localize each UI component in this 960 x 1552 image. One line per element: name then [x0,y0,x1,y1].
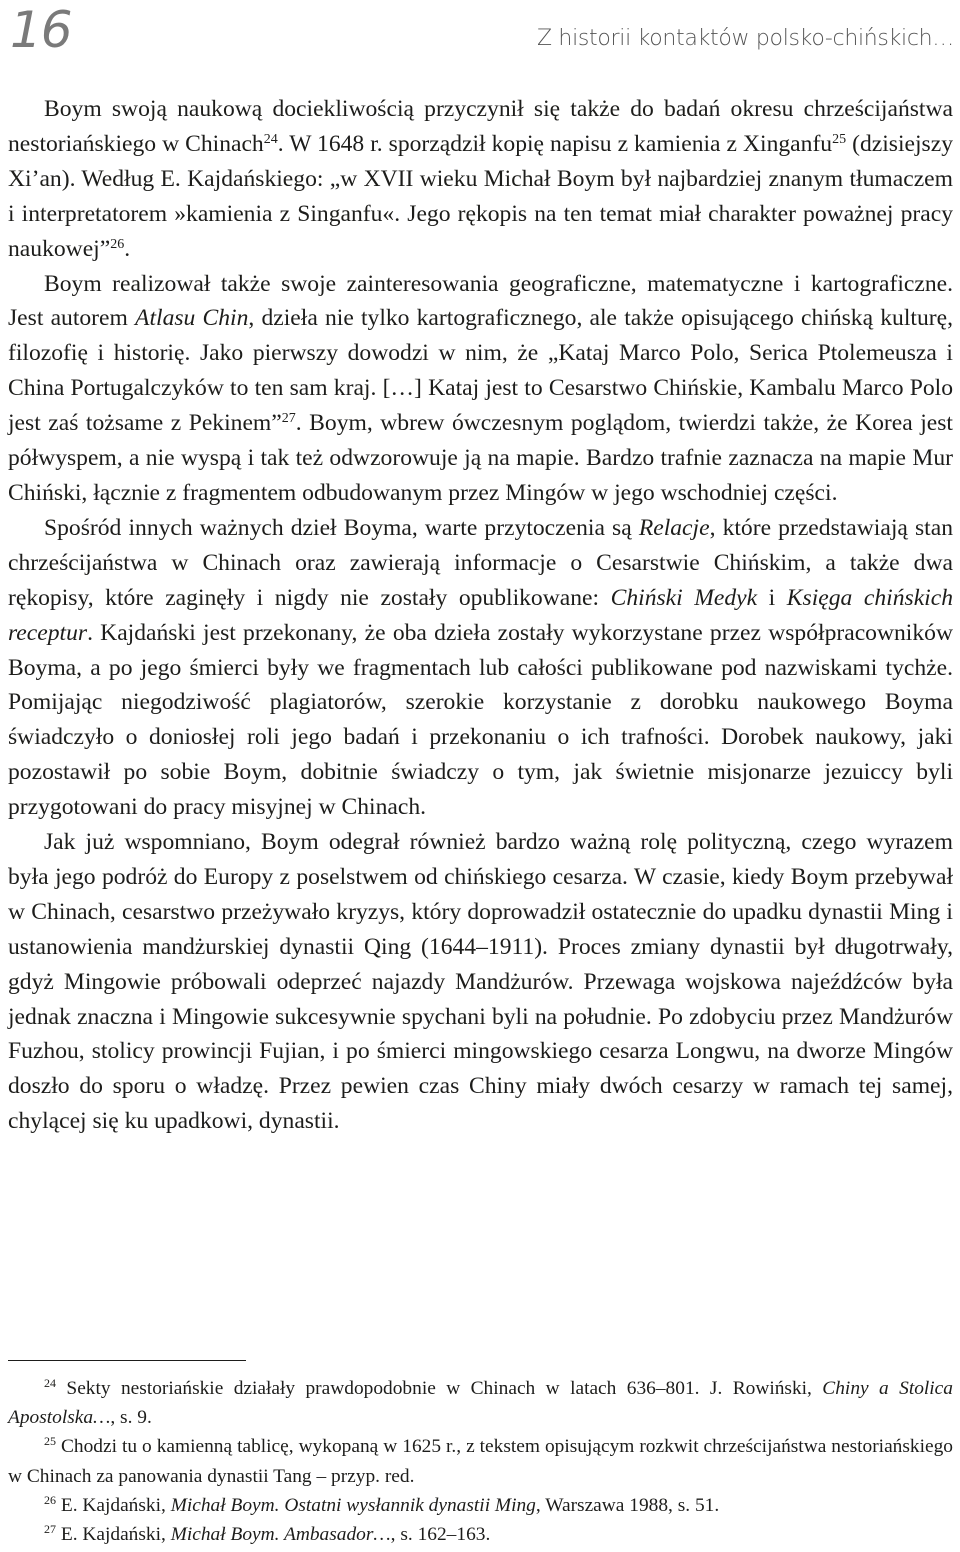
footnote [8,1491,953,1520]
footnote [8,1432,953,1490]
text-run: , Warszawa 1988, s. 51. [535,1494,720,1516]
text-run: Boym realizował także swoje zainteresowania geograficzne, matematyczne i kartograficzne. Jest autorem [8,270,953,332]
footnote-marker: 27 [44,1522,56,1537]
paragraph [8,267,953,511]
italic-title: Michał Boym. Ambasador… [170,1524,391,1546]
text-run: . Boym, wbrew ówczesnym poglądom, twierdzi także, że Korea jest półwyspem, a nie wyspą i tak też odwzorowuje ją na mapie. Bardzo trafnie zaznacza na mapie Mur Chiński, łącznie z fragmentem odbudowanym przez Mingów w jego wschodniej części. [8,410,953,506]
italic-title: Księga chińskich receptur [8,584,953,646]
paragraph [8,825,953,1139]
italic-title: Relacje [638,514,710,541]
body-text [8,92,953,1139]
footnote-divider [8,1360,246,1361]
text-run: Boym swoją naukową dociekliwością przyczynił się także do badań okresu chrześcijaństwa nestoriańskiego w Chinach [8,96,953,157]
footnotes [8,1374,953,1549]
text-run: i [757,584,787,611]
text-run: (dzisiejszy Xi’an). Według E. Kajdańskiego: „w XVII wieku Michał Boym był najbardziej znanym tłumaczem i interpretatorem »kamienia z Singanfu«. Jego rękopis na ten temat miał charakter poważnej pracy naukowej” [8,130,953,262]
footnote [8,1374,953,1432]
italic-title: Chiny a Stolica Apostolska… [8,1378,953,1429]
text-run: , s. 9. [110,1407,152,1429]
text-run: , s. 162–163. [390,1524,491,1546]
footnote-marker: 27 [281,411,296,427]
footnote [8,1520,953,1549]
running-head: Z historii kontaktów polsko-chińskich… [536,26,954,51]
text-run: , dzieła nie tylko kartograficznego, ale także opisującego chińską kulturę, filozofię i historię. Jako pierwszy dowodzi w nim, że „Kataj Marco Polo, Serica Ptolemeusza i China Portugalczyków to ten sam kraj. […] Kataj jest to Cesarstwo Chińskie, Kambalu Marco Polo jest zaś tożsame z Pekinem” [8,305,953,437]
footnote-marker: 26 [110,236,125,252]
footnote-marker: 24 [263,131,278,147]
text-run: . W 1648 r. sporządził kopię napisu z kamienia z Xinganfu [277,130,833,157]
text-run: Jak już wspomniano, Boym odegrał również bardzo ważną rolę polityczną, czego wyrazem była jego podróż do Europy z poselstwem od chińskiego cesarza. W czasie, kiedy Boym przebywał w Chinach, cesarstwo przeżywało kryzys, który doprowadził ostatecznie do upadku dynastii Ming i ustanowienia mandżurskiej dynastii Qing (1644–1911). Proces zmiany dynastii był długotrwały, gdyż Mingowie próbowali odeprzeć najazdy Mandżurów. Przewaga wojskowa najeźdźców była jednak znaczna i Mingowie sukcesywnie spychani byli na południe. Po zdobyciu przez Mandżurów Fuzhou, stolicy prowincji Fujian, i po śmierci mingowskiego cesarza Longwu, na dworze Mingów doszło do sporu o władzę. Przez pewien czas Chiny miały dwóch cesarzy w ramach tej samej, chylącej się ku upadkowi, dynastii. [8,829,953,1135]
text-run: E. Kajdański, [56,1494,171,1516]
text-run: Spośród innych ważnych dzieł Boyma, warte przytoczenia są [44,514,639,541]
italic-title: Chiński Medyk [610,584,758,611]
footnote-marker: 25 [832,131,847,147]
text-run: E. Kajdański, [56,1524,171,1546]
text-run: . Kajdański jest przekonany, że oba dzieła zostały wykorzystane przez współpracowników Boyma, a po jego śmierci były we fragmentach lub całości publikowane pod nazwiskami tychże. Pomijając niegodziwość plagiatorów, szerokie korzystanie z dorobku naukowego Boyma świadczyło o doniosłej roli jego badań i przekonaniu o ich trafności. Dorobek naukowy, jaki pozostawił po sobie Boym, dobitnie świadczy o tym, jak świetnie misjonarze jezuiccy byli przygotowani do pracy misyjnej w Chinach. [8,619,953,821]
italic-title: Michał Boym. Ostatni wysłannik dynastii Ming [170,1494,536,1516]
footnote-marker: 24 [44,1376,56,1390]
text-run: , które przedstawiają stan chrześcijaństwa w Chinach oraz zawierają informacje o Cesarstwie Chińskim, a także dwa rękopisy, które zaginęły i nigdy nie zostały opublikowane: [8,514,953,611]
text-run: Chodzi tu o kamienną tablicę, wykopaną w 1625 r., z tekstem opisującym rozkwit chrześcijaństwa nestoriańskiego w Chinach za panowania dynastii Tang – przyp. red. [8,1436,953,1487]
paragraph [8,511,953,825]
paragraph [8,92,953,267]
footnote-marker: 26 [44,1492,56,1507]
italic-title: Atlasu Chin [135,305,249,332]
page-number: 16 [10,1,72,59]
text-run: . [124,235,131,262]
page-header [0,0,960,70]
footnote-marker: 25 [44,1434,56,1449]
text-run: Sekty nestoriańskie działały prawdopodobnie w Chinach w latach 636–801. J. Rowiński, [56,1378,823,1399]
